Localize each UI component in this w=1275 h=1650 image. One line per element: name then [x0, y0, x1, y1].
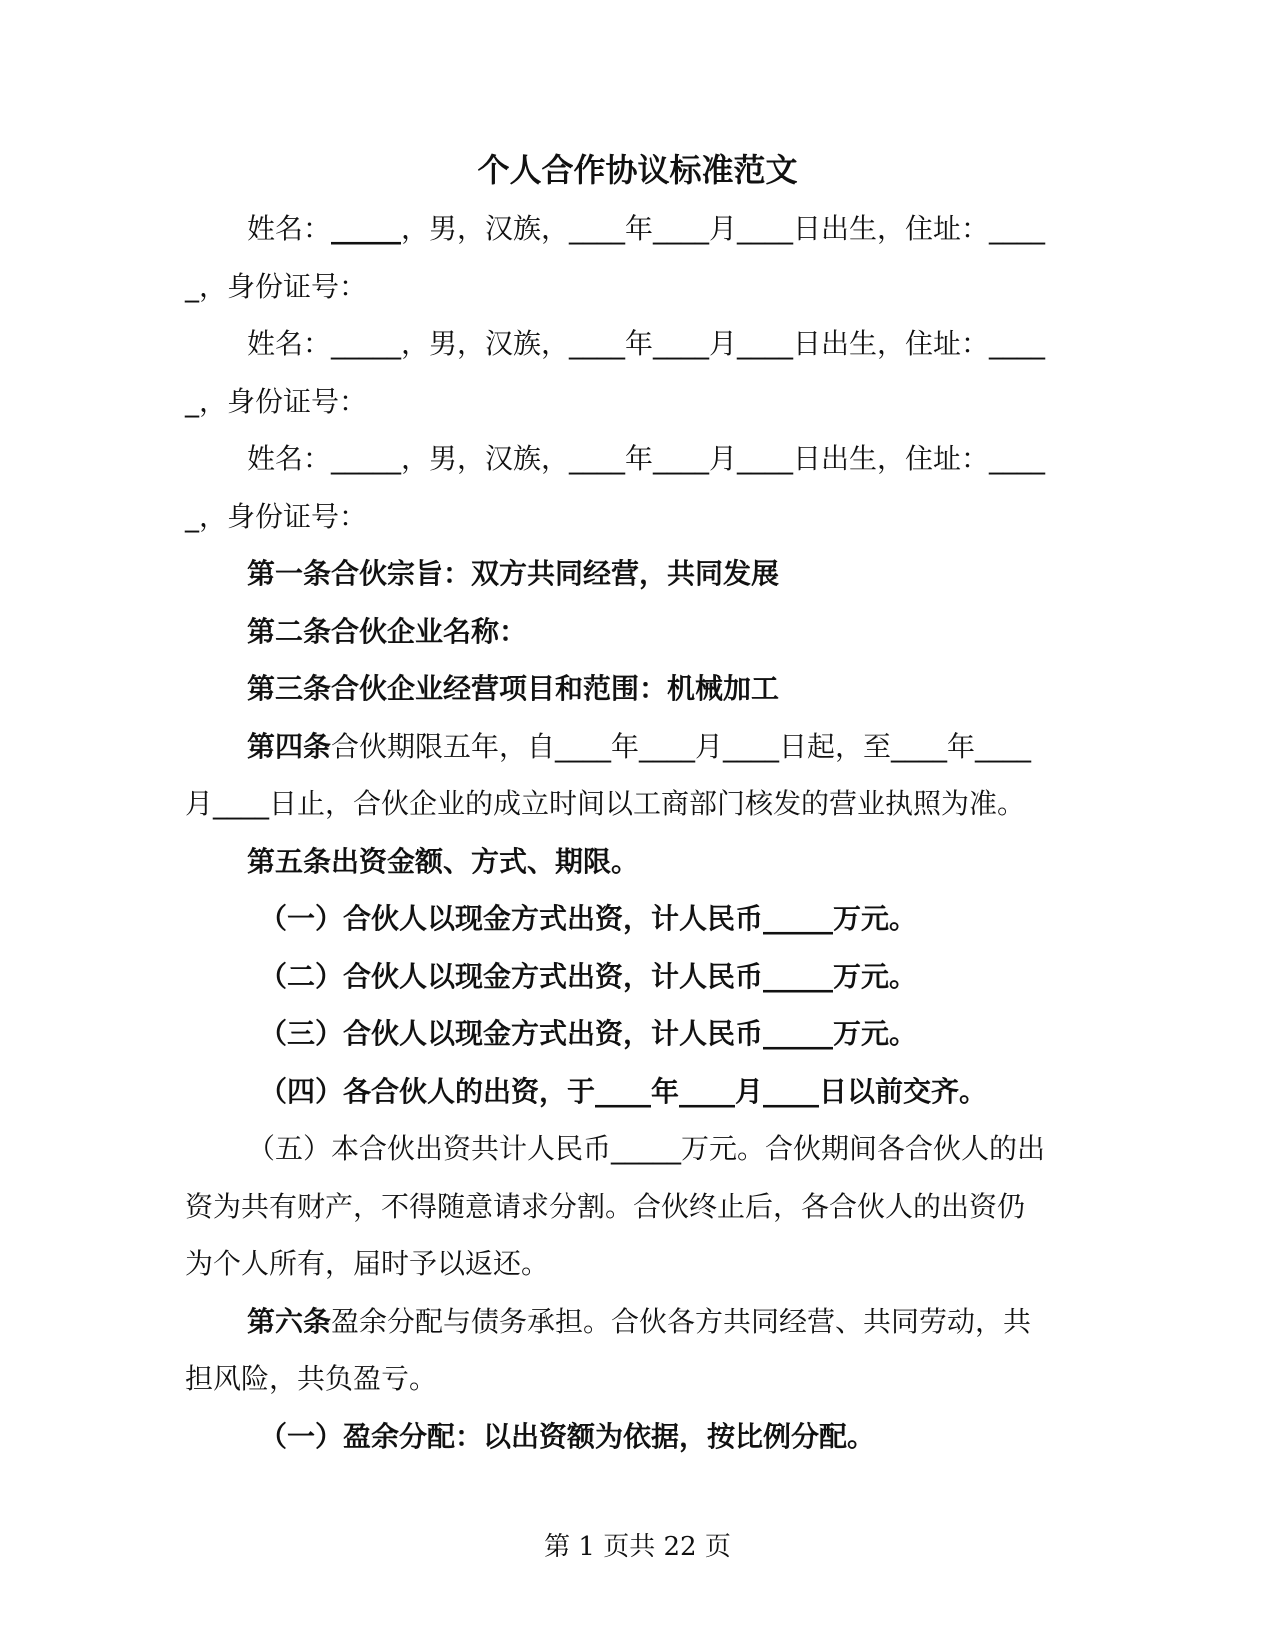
id-line-2: _，身份证号： [185, 384, 368, 418]
id-line-3: _，身份证号： [185, 499, 368, 533]
article-4-heading: 第四条 [247, 729, 332, 763]
article-6-continued: 担风险，共负盈亏。 [185, 1362, 438, 1395]
article-5-item-5-line-2: 资为共有财产，不得随意请求分割。合伙终止后，各合伙人的出资仍 [185, 1189, 1026, 1223]
article-5-item-5-line-3: 为个人所有，届时予以返还。 [185, 1247, 550, 1280]
article-4-continued: 月____日止，合伙企业的成立时间以工商部门核发的营业执照为准。 [185, 787, 1026, 820]
article-6-item-1: （一）盈余分配：以出资额为依据，按比例分配。 [259, 1419, 876, 1453]
article-6 [185, 1293, 1085, 1351]
article-2: 第二条合伙企业名称： [247, 614, 528, 648]
article-5-item-2: （二）合伙人以现金方式出资，计人民币_____万元。 [259, 959, 918, 993]
article-5-item-3: （三）合伙人以现金方式出资，计人民币_____万元。 [259, 1017, 918, 1050]
party-line-2: 姓名：_____，男，汉族，____年____月____日出生，住址：____ [247, 327, 1046, 360]
id-line-1: _，身份证号： [185, 269, 368, 303]
page-number: 第 1 页共 22 页 [544, 1532, 731, 1562]
article-6-text: 盈余分配与债务承担。合伙各方共同经营、共同劳动，共 [331, 1304, 1032, 1338]
article-4 [185, 718, 1085, 776]
article-5-item-4: （四）各合伙人的出资，于____年____月____日以前交齐。 [259, 1074, 988, 1108]
document-title: 个人合作协议标准范文 [477, 151, 798, 189]
party-details: ，男，汉族，____年____月____日出生，住址：____ [401, 212, 1046, 245]
article-1: 第一条合伙宗旨：双方共同经营，共同发展 [247, 557, 780, 590]
article-3: 第三条合伙企业经营项目和范围：机械加工 [247, 672, 780, 705]
article-5: 第五条出资金额、方式、期限。 [247, 844, 640, 878]
party-label: 姓名： [247, 212, 332, 245]
article-4-text: 合伙期限五年，自____年____月____日起，至____年____ [331, 729, 1032, 763]
party-line-1 [185, 200, 1085, 258]
article-5-item-1: （一）合伙人以现金方式出资，计人民币_____万元。 [259, 902, 918, 935]
article-5-item-5: （五）本合伙出资共计人民币_____万元。合伙期间各合伙人的出 [247, 1132, 1046, 1165]
document-body [185, 200, 1085, 1465]
party-line-3: 姓名：_____，男，汉族，____年____月____日出生，住址：____ [247, 442, 1046, 475]
article-6-heading: 第六条 [247, 1304, 332, 1338]
name-blank: _____ [331, 212, 402, 245]
